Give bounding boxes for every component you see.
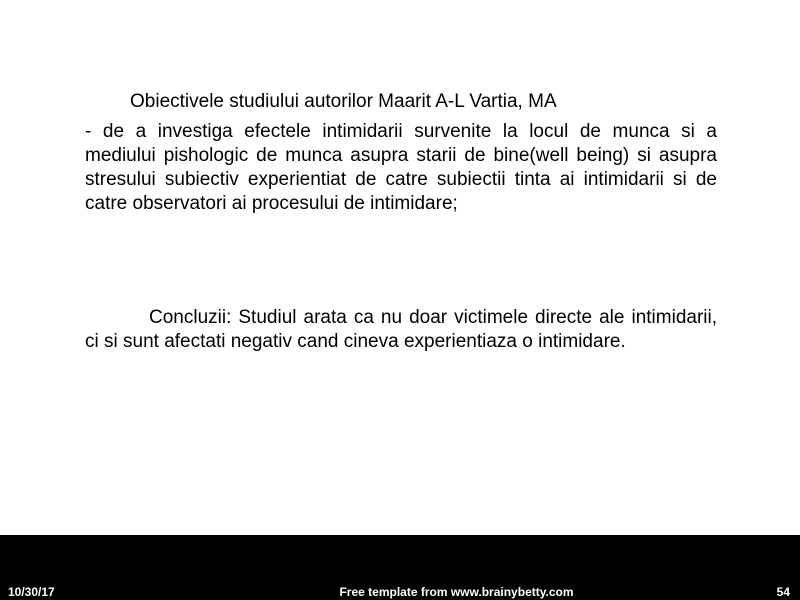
slide-footer — [0, 535, 800, 600]
slide-heading: Obiectivele studiului autorilor Maarit A-L Vartia, MA — [130, 91, 557, 112]
footer-page-number: 54 — [776, 585, 790, 599]
objective-paragraph: - de a investiga efectele intimidarii survenite la locul de munca si a mediului pishologic de munca asupra starii de bine(well being) si asupra stresului subiectiv experientiat de catre subiectii tinta ai intimidarii si de catre observatori ai procesului de intimidare; — [85, 121, 717, 214]
footer-date: 10/30/17 — [8, 585, 55, 599]
footer-credit: Free template from www.brainybetty.com — [339, 585, 574, 599]
conclusion-paragraph: Concluzii: Studiul arata ca nu doar victimele directe ale intimidarii, ci si sunt afectati negativ cand cineva experientiaza o intimidare. — [85, 307, 717, 352]
